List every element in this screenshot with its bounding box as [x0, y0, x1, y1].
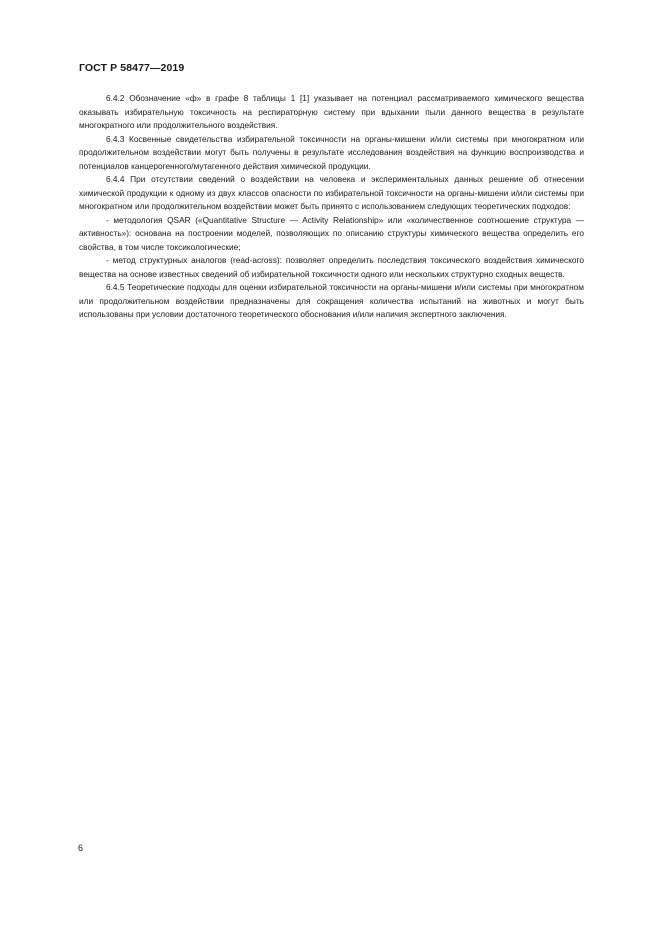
document-header — [79, 62, 184, 74]
document-body — [79, 92, 584, 322]
page-number: 6 — [78, 843, 84, 853]
paragraph-6-4-5: 6.4.5 Теоретические подходы для оценки избирательной токсичности на органы-мишени и/или системы при многократном или продолжительном воздействии предназначены для сокращения количества испытаний на животных и могут быть использованы при условии достаточного теоретического обоснования и/или наличия экспертного заключения. — [79, 282, 584, 319]
paragraph-6-4-3: 6.4.3 Косвенные свидетельства избирательной токсичности на органы-мишени и/или системы при многократном или продолжительном воздействии могут быть получены в результате исследования воздействия на функцию воспроизводства и потенциалов канцерогенного/мутагенного действия химической продукции. — [79, 133, 584, 171]
paragraph-6-4-4: 6.4.4 При отсутствии сведений о воздействии на человека и экспериментальных данных решение об отнесении химической продукции к одному из двух классов опасности по избирательной токсичности на органы-мишени и/или системы при многократном или продолжительном воздействии может быть принято с использованием следующих теоретических подходов: — [79, 174, 584, 211]
standard-code: ГОСТ Р 58477—2019 — [79, 62, 185, 74]
list-item-qsar: - методология QSAR («Quantitative Structure — Activity Relationship» или «количественное соотношение структура — активность»): основана на построении моделей, позволяющих по описанию структуры химического вещества определить его свойства, в том числе токсикологические; — [79, 214, 584, 252]
paragraph-6-4-2: 6.4.2 Обозначение «ф» в графе 8 таблицы 1 [1] указывает на потенциал рассматриваемого химического вещества оказывать избирательную токсичность на респираторную систему при вдыхании пыли данного вещества в результате многократного или продолжительного воздействия. — [79, 93, 584, 130]
list-item-read-across: - метод структурных аналогов (read-across): позволяет определить последствия токсического воздействия химического вещества на основе известных сведений об избирательной токсичности одного или нескольких структурно сходных веществ. — [79, 255, 584, 279]
